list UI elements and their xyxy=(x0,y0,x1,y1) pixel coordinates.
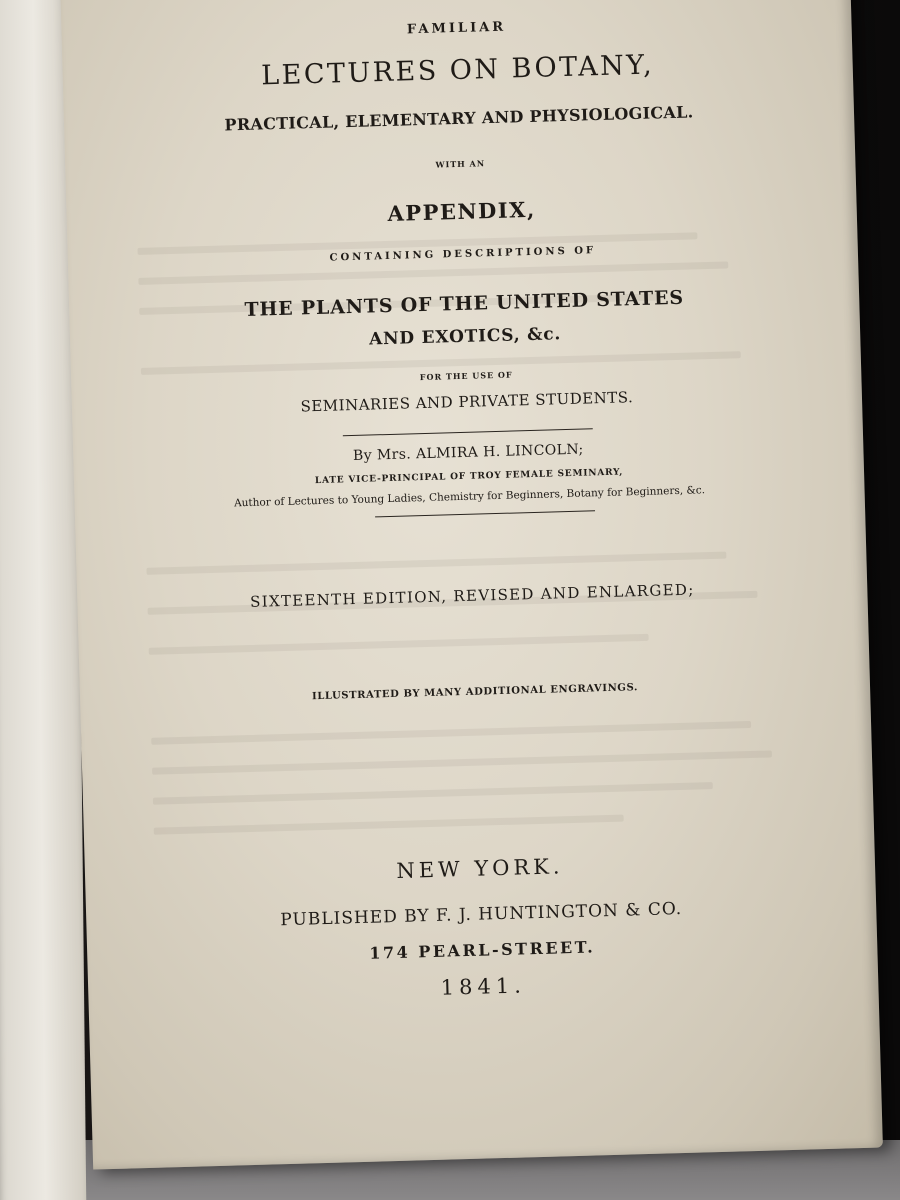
familiar-label: FAMILIAR xyxy=(406,19,507,38)
book-title: LECTURES ON BOTANY, xyxy=(260,49,655,92)
author-line: By Mrs. ALMIRA H. LINCOLN; xyxy=(352,441,584,464)
title-page xyxy=(60,0,883,1170)
plants-line-2: AND EXOTICS, &c. xyxy=(368,324,562,350)
show-through-text xyxy=(149,634,649,655)
audience-line: SEMINARIES AND PRIVATE STUDENTS. xyxy=(300,388,634,416)
show-through-text xyxy=(151,721,751,745)
publisher-line: PUBLISHED BY F. J. HUNTINGTON & CO. xyxy=(280,898,683,931)
place-line: NEW YORK. xyxy=(396,854,564,883)
plants-line-1: THE PLANTS OF THE UNITED STATES xyxy=(244,286,685,321)
containing-label: CONTAINING DESCRIPTIONS OF xyxy=(329,245,597,264)
illustrated-line: ILLUSTRATED BY MANY ADDITIONAL ENGRAVINGS. xyxy=(311,682,639,703)
edition-line: SIXTEENTH EDITION, REVISED AND ENLARGED; xyxy=(249,580,695,611)
divider-rule-bottom xyxy=(375,510,595,517)
show-through-text xyxy=(152,750,772,774)
show-through-text xyxy=(146,552,726,575)
appendix-heading: APPENDIX, xyxy=(387,196,537,226)
book-subtitle: PRACTICAL, ELEMENTARY AND PHYSIOLOGICAL. xyxy=(224,102,694,135)
for-use-label: FOR THE USE OF xyxy=(419,369,513,383)
divider-rule-top xyxy=(343,428,593,436)
address-line: 174 PEARL-STREET. xyxy=(369,937,596,963)
author-role: LATE VICE-PRINCIPAL OF TROY FEMALE SEMINARY, xyxy=(314,467,624,487)
show-through-text xyxy=(153,782,713,805)
show-through-text xyxy=(154,815,624,835)
with-an-label: WITH AN xyxy=(435,158,486,170)
author-works: Author of Lectures to Young Ladies, Chemistry for Beginners, Botany for Beginners, &c. xyxy=(233,484,706,510)
year-line: 1841. xyxy=(440,973,527,1000)
